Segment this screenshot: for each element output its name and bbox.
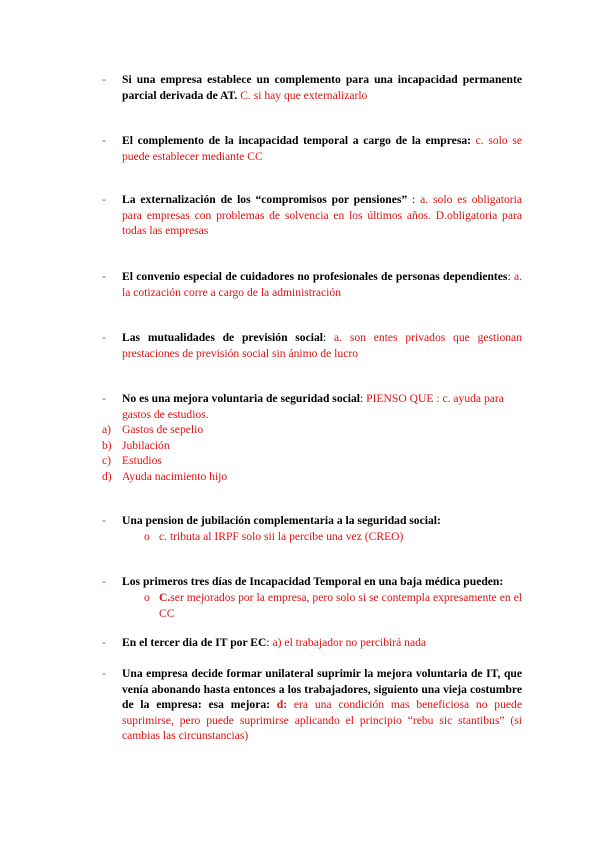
question-text — [122, 666, 522, 744]
dash-marker: - — [102, 193, 106, 206]
separator: : — [407, 193, 421, 206]
option-marker: c) — [102, 454, 112, 467]
question-prompt: Una pension de jubilación complementaria a la seguridad social: — [122, 514, 441, 527]
answer-text: C. si hay que externalizarlo — [237, 88, 368, 102]
question-10 — [102, 666, 522, 744]
question-prompt: Si una empresa establece un complemento para una incapacidad permanente parcial derivada de AT. — [122, 73, 522, 102]
answer-text: a. solo es obligatoria para empresas con problemas de solvencia en los últimos años. D.obligatoria para todas las empresas — [122, 193, 522, 237]
dash-marker: - — [102, 392, 106, 405]
question-3 — [102, 192, 522, 239]
separator: : — [266, 636, 273, 649]
question-text — [122, 72, 522, 103]
question-prompt-emphasis: los “compromisos por pensiones” — [237, 193, 408, 206]
dash-marker: - — [102, 636, 106, 649]
option-text: Ayuda nacimiento hijo — [122, 469, 228, 483]
answer-body: ser mejorados por la empresa, pero solo si se contempla expresamente en el CC — [159, 591, 522, 620]
answer-text: c. solo se puede establecer mediante CC — [122, 134, 522, 163]
option-text: Jubilación — [122, 438, 170, 452]
answer-bullet — [144, 590, 522, 621]
option-a — [102, 422, 522, 438]
separator: : — [323, 331, 335, 344]
question-1 — [102, 72, 522, 103]
answer-bullet — [144, 529, 522, 545]
options-list — [102, 422, 522, 484]
answer-text — [159, 590, 522, 621]
question-prompt: El complemento de la incapacidad temporal a cargo de la empresa: — [122, 134, 471, 147]
dash-marker: - — [102, 270, 106, 283]
answer-text: c. tributa al IRPF solo sii la percibe una vez (CREO) — [159, 530, 404, 543]
option-marker: a) — [102, 423, 112, 436]
option-marker: d) — [102, 469, 112, 483]
question-6 — [102, 391, 522, 422]
question-text — [122, 391, 522, 422]
question-text — [122, 269, 522, 300]
question-prompt: La externalización de — [122, 193, 238, 206]
option-text: Gastos de sepelio — [122, 423, 204, 436]
dash-marker: - — [102, 667, 106, 680]
question-prompt: No es una mejora voluntaria de seguridad social — [122, 392, 360, 405]
question-4 — [102, 269, 522, 300]
question-prompt: El convenio especial de cuidadores no profesionales de personas dependientes — [122, 270, 508, 283]
option-text: Estudios — [122, 454, 162, 467]
separator: : — [360, 392, 367, 405]
question-text — [122, 133, 522, 164]
answer-text: PIENSO QUE : c. ayuda para — [366, 392, 504, 405]
question-7 — [102, 513, 522, 529]
question-prompt: En el tercer dia de IT por EC — [122, 636, 267, 649]
question-prompt: Las mutualidades de previsión social — [122, 331, 323, 344]
question-9 — [102, 635, 522, 651]
question-prompt: Una empresa decide formar unilateral suprimir la mejora voluntaria de IT, que venía abonando hasta entonces a los trabajadores, siguiento una vieja costumbre de la empresa: esa mejora: — [122, 667, 522, 711]
answer-text: a. son entes privados que gestionan prestaciones de previsión social sin ánimo de lucro — [122, 331, 523, 360]
question-8 — [102, 574, 522, 590]
question-text — [122, 330, 522, 361]
question-text — [122, 513, 522, 529]
question-text — [122, 635, 522, 651]
dash-marker: - — [102, 331, 106, 344]
option-marker: b) — [102, 438, 112, 452]
answer-text-continued: gastos de estudios. — [122, 407, 209, 421]
question-text — [122, 192, 522, 239]
question-prompt: Los primeros tres días de Incapacidad Temporal en una baja médica pueden: — [122, 575, 504, 588]
answer-text: a. la cotización corre a cargo de la administración — [122, 270, 522, 299]
answer-letter: d: — [270, 698, 288, 711]
dash-marker: - — [102, 514, 106, 527]
dash-marker: - — [102, 134, 106, 147]
bullet-marker: o — [144, 530, 150, 543]
answer-text: era una condición mas beneficiosa no puede suprimirse, pero puede suprimirse aplicando el principio “rebu sic stantibus” (si cambias las circunstancias) — [122, 698, 522, 742]
question-2 — [102, 133, 522, 164]
option-c — [102, 453, 522, 469]
question-text — [122, 574, 522, 590]
separator: : — [507, 270, 514, 283]
answer-letter: C. — [159, 591, 171, 604]
option-b — [102, 438, 522, 454]
question-5 — [102, 330, 522, 361]
option-d — [102, 469, 522, 485]
answer-text: a) el trabajador no percibirá nada — [272, 636, 427, 649]
dash-marker: - — [102, 575, 106, 588]
dash-marker: - — [102, 73, 106, 86]
bullet-marker: o — [144, 591, 150, 604]
